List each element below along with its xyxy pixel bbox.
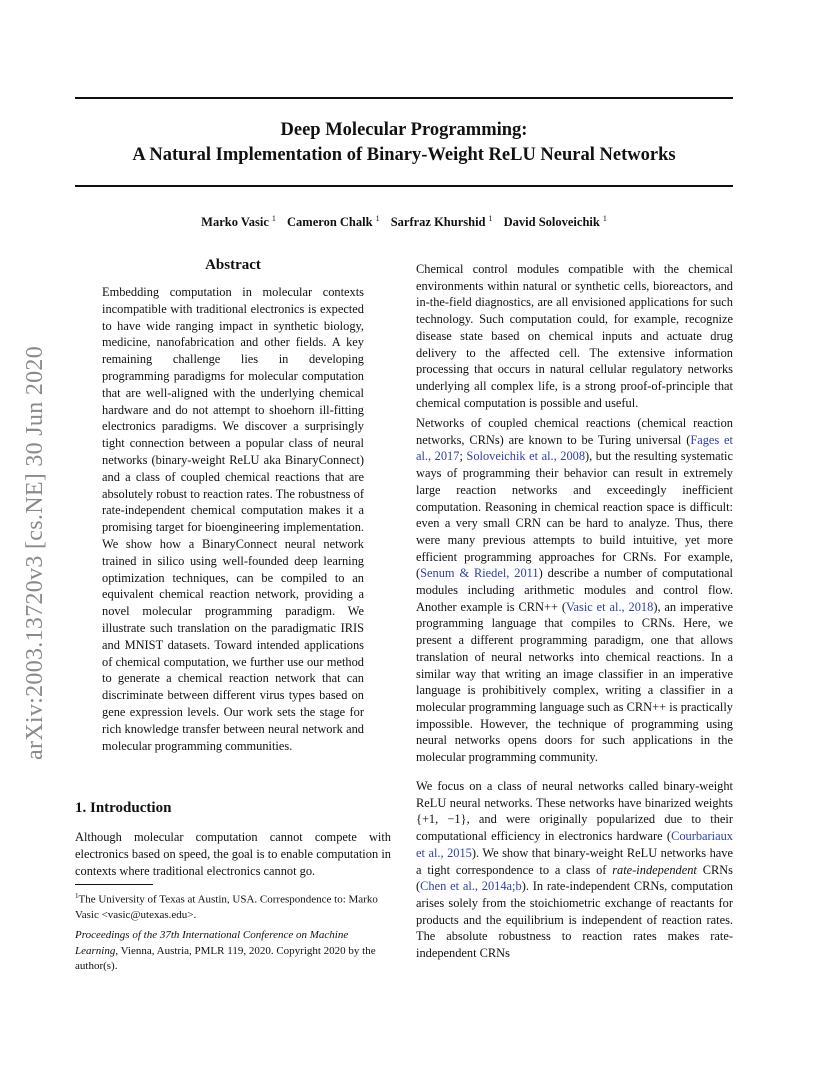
title-line-1: Deep Molecular Programming: [280,120,528,140]
paragraph-text: ; [459,449,467,464]
citation-link[interactable]: Fages et al., 2017 [416,432,733,464]
paragraph-text: ). We show that binary-weight ReLU networks have a tight correspondence to a class of [416,845,733,877]
arxiv-identifier: arXiv:2003.13720v3 [cs.NE] 30 Jun 2020 [22,345,48,760]
author: Marko Vasic $^1$ [201,214,276,230]
footnote-text: The University of Texas at Austin, USA. Correspondence to: Marko Vasic <vasic@utexas.edu>. [75,893,378,921]
author-list [75,214,733,230]
intro-paragraph: Although molecular computation cannot compete with electronics based on speed, the goal is to enable computation in contexts where traditional electronics cannot go. [75,830,391,878]
paragraph-text: ). In rate-independent CRNs, computation arises solely from the stoichiometric exchange of reactants for products and the equilibrium is independent of reaction rates. The absolute robustness to reaction rates makes rate-independent CRNs [416,879,733,961]
citation-link[interactable]: Courbariaux et al., 2015 [416,829,733,860]
author: David Soloveichik $^1$ [503,214,607,230]
paper-title [75,118,733,168]
citation-link[interactable]: Senum & Riedel, 2011 [420,566,539,581]
author: Sarfraz Khurshid $^1$ [390,214,493,230]
footnote [75,889,391,923]
citation-link[interactable]: Chen et al., 2014a;b [420,879,522,894]
proceedings-venue: Proceedings of the 37th International Conference on Machine Learning [75,929,349,957]
paragraph-text: ), an imperative programming language that compiles to CRNs. Here, we present a different programming paradigm, one that allows translation of neural networks into chemical reactions. In a similar way that writing an image classifier in an imperative language is prohibitively complex, writing a classifier in a molecular programming language such as CRN++ is practically impossible. However, the technique of programming using neural networks opens doors for such applications in the molecular programming community. [416,599,733,765]
title-line-2: A Natural Implementation of Binary-Weight ReLU Neural Networks [132,145,676,165]
paragraph-text: ), but the resulting systematic ways of programming their behavior can result in extremely large reaction networks and exceedingly inefficient computation. Reasoning in chemical reaction space is difficult: even a very small CRN can be hard to analyze. Thus, there were many previous attempts to build intuitive, yet more efficient programming approaches for CRNs. For example, ( [416,449,733,581]
proceedings-note [75,928,391,975]
right-paragraph-3 [416,778,733,962]
proceedings-details: , Vienna, Austria, PMLR 119, 2020. Copyright 2020 by the author(s). [75,944,376,972]
abstract-text: Embedding computation in molecular contexts incompatible with traditional electronics is expected to have wide ranging impact in synthetic biology, medicine, nanofabrication and other fields. A key remaining challenge lies in developing programming paradigms for molecular computation that are well-aligned with the underlying chemical hardware and do not attempt to shoehorn ill-fitting electronics paradigms. We discover a surprisingly tight connection between a popular class of neural networks (binary-weight ReLU aka BinaryConnect) and a class of coupled chemical reactions that are absolutely robust to reaction rates. The robustness of rate-independent chemical computation makes it a promising target for bioengineering implementation. We show how a BinaryConnect neural network trained in silico using well-founded deep learning optimization techniques, can be compiled to an equivalent chemical reaction network, providing a novel molecular programming paradigm. We illustrate such translation on the paradigmatic IRIS and MNIST datasets. Toward intended applications of chemical computation, we further use our method to generate a chemical reaction network that can discriminate between different virus types based on gene expression levels. Our work sets the stage for rich knowledge transfer between neural network and molecular programming communities. [102,285,364,753]
title-bottom-rule [75,185,733,187]
right-paragraph-2 [416,415,733,766]
paragraph-text: Networks of coupled chemical reactions (chemical reaction networks, CRNs) are known to be Turing universal ( [416,416,733,447]
citation-link[interactable]: Vasic et al., 2018 [565,599,654,614]
paragraph-text: We focus on a class of neural networks called binary-weight ReLU neural networks. These networks have binarized weights {+1, −1}, and were originally popularized due to their computational efficiency in electronics hardware ( [416,779,733,844]
citation-link[interactable]: Soloveichik et al., 2008 [466,449,586,464]
footnote-rule [75,884,153,885]
abstract-heading: Abstract [205,257,261,273]
right-paragraph-1: Chemical control modules compatible with the chemical environments within natural or synthetic cells, bioreactors, and in-the-field diagnostics, are all envisioned applications for such technology. Such computation could, for example, recognize disease state based on chemical inputs and actuate drug delivery to the affected cell. The extensive information processing that occurs in natural cellular regulatory networks underlying all complex life, is a strong proof-of-principle that chemical computation is possible and useful. [416,262,733,410]
paragraph-text: ) describe a number of computational modules including arithmetic modules and control flow. Another example is CRN++ ( [416,566,733,614]
paragraph-text: CRNs ( [416,862,733,894]
author: Cameron Chalk $^1$ [287,214,380,230]
top-rule [75,97,733,99]
section-heading: 1. Introduction [75,800,172,816]
footnote-mark: 1 [75,892,79,900]
emphasis-text: rate-independent [612,862,697,877]
